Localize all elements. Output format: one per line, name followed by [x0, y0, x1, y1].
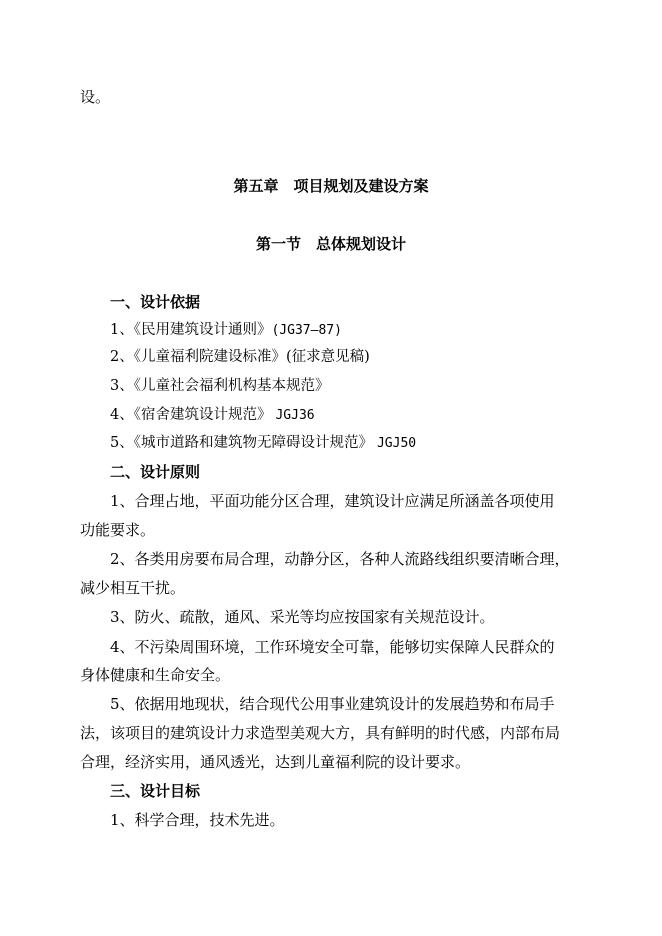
- basis-item-code: JGJ50: [376, 436, 417, 451]
- basis-item-number: 3、: [110, 378, 134, 394]
- goals-heading: 三、设计目标: [110, 782, 201, 800]
- basis-item-title: 《城市道路和建筑物无障碍设计规范》: [133, 435, 373, 451]
- principle-1-line-1: 1、合理占地，平面功能分区合理，建筑设计应满足所涵盖各项使用: [110, 492, 555, 510]
- basis-item-title: 《儿童福利院建设标准》: [133, 349, 286, 365]
- principle-4-line-2: 身体健康和生命安全。: [80, 666, 231, 684]
- section-title: 第一节 总体规划设计: [255, 235, 406, 253]
- basis-item-title: 《宿舍建筑设计规范》: [133, 407, 272, 423]
- basis-item-code: (JG37—87): [271, 323, 342, 338]
- basis-item-number: 5、: [110, 435, 134, 451]
- basis-heading: 一、设计依据: [110, 293, 201, 311]
- chapter-title: 第五章 项目规划及建设方案: [233, 177, 429, 195]
- basis-item-4: [110, 405, 315, 426]
- principle-2-line-1: 2、各类用房要布局合理，动静分区，各种人流路线组织要清晰合理，: [110, 550, 570, 568]
- basis-item-title: 《儿童社会福利机构基本规范》: [133, 378, 330, 394]
- basis-item-code: (征求意见稿): [285, 349, 370, 365]
- basis-item-1: [110, 320, 342, 341]
- principle-1-line-2: 功能要求。: [80, 521, 156, 539]
- basis-item-2: [110, 347, 370, 367]
- continuation-text: 设。: [80, 88, 111, 106]
- basis-item-3: [110, 376, 329, 396]
- principle-5-line-3: 合理，经济实用，通风透光，达到儿童福利院的设计要求。: [80, 753, 471, 771]
- principle-5-line-2: 法，该项目的建筑设计力求造型美观大方，具有鲜明的时代感，内部布局: [80, 724, 561, 742]
- basis-item-5: [110, 433, 416, 454]
- basis-item-number: 2、: [110, 349, 134, 365]
- principle-2-line-2: 减少相互干扰。: [80, 579, 186, 597]
- principles-heading: 二、设计原则: [110, 463, 201, 481]
- principle-5-line-1: 5、依据用地现状，结合现代公用事业建筑设计的发展趋势和布局手: [110, 695, 555, 713]
- basis-item-code: JGJ36: [275, 408, 315, 423]
- goal-1: 1、科学合理，技术先进。: [110, 811, 285, 829]
- basis-item-number: 1、: [110, 322, 134, 338]
- principle-4-line-1: 4、不污染周围环境，工作环境安全可靠，能够切实保障人民群众的: [110, 638, 555, 656]
- basis-item-number: 4、: [110, 407, 134, 423]
- principle-3-line-1: 3、防火、疏散，通风、采光等均应按国家有关规范设计。: [110, 608, 495, 626]
- basis-item-title: 《民用建筑设计通则》: [133, 322, 272, 338]
